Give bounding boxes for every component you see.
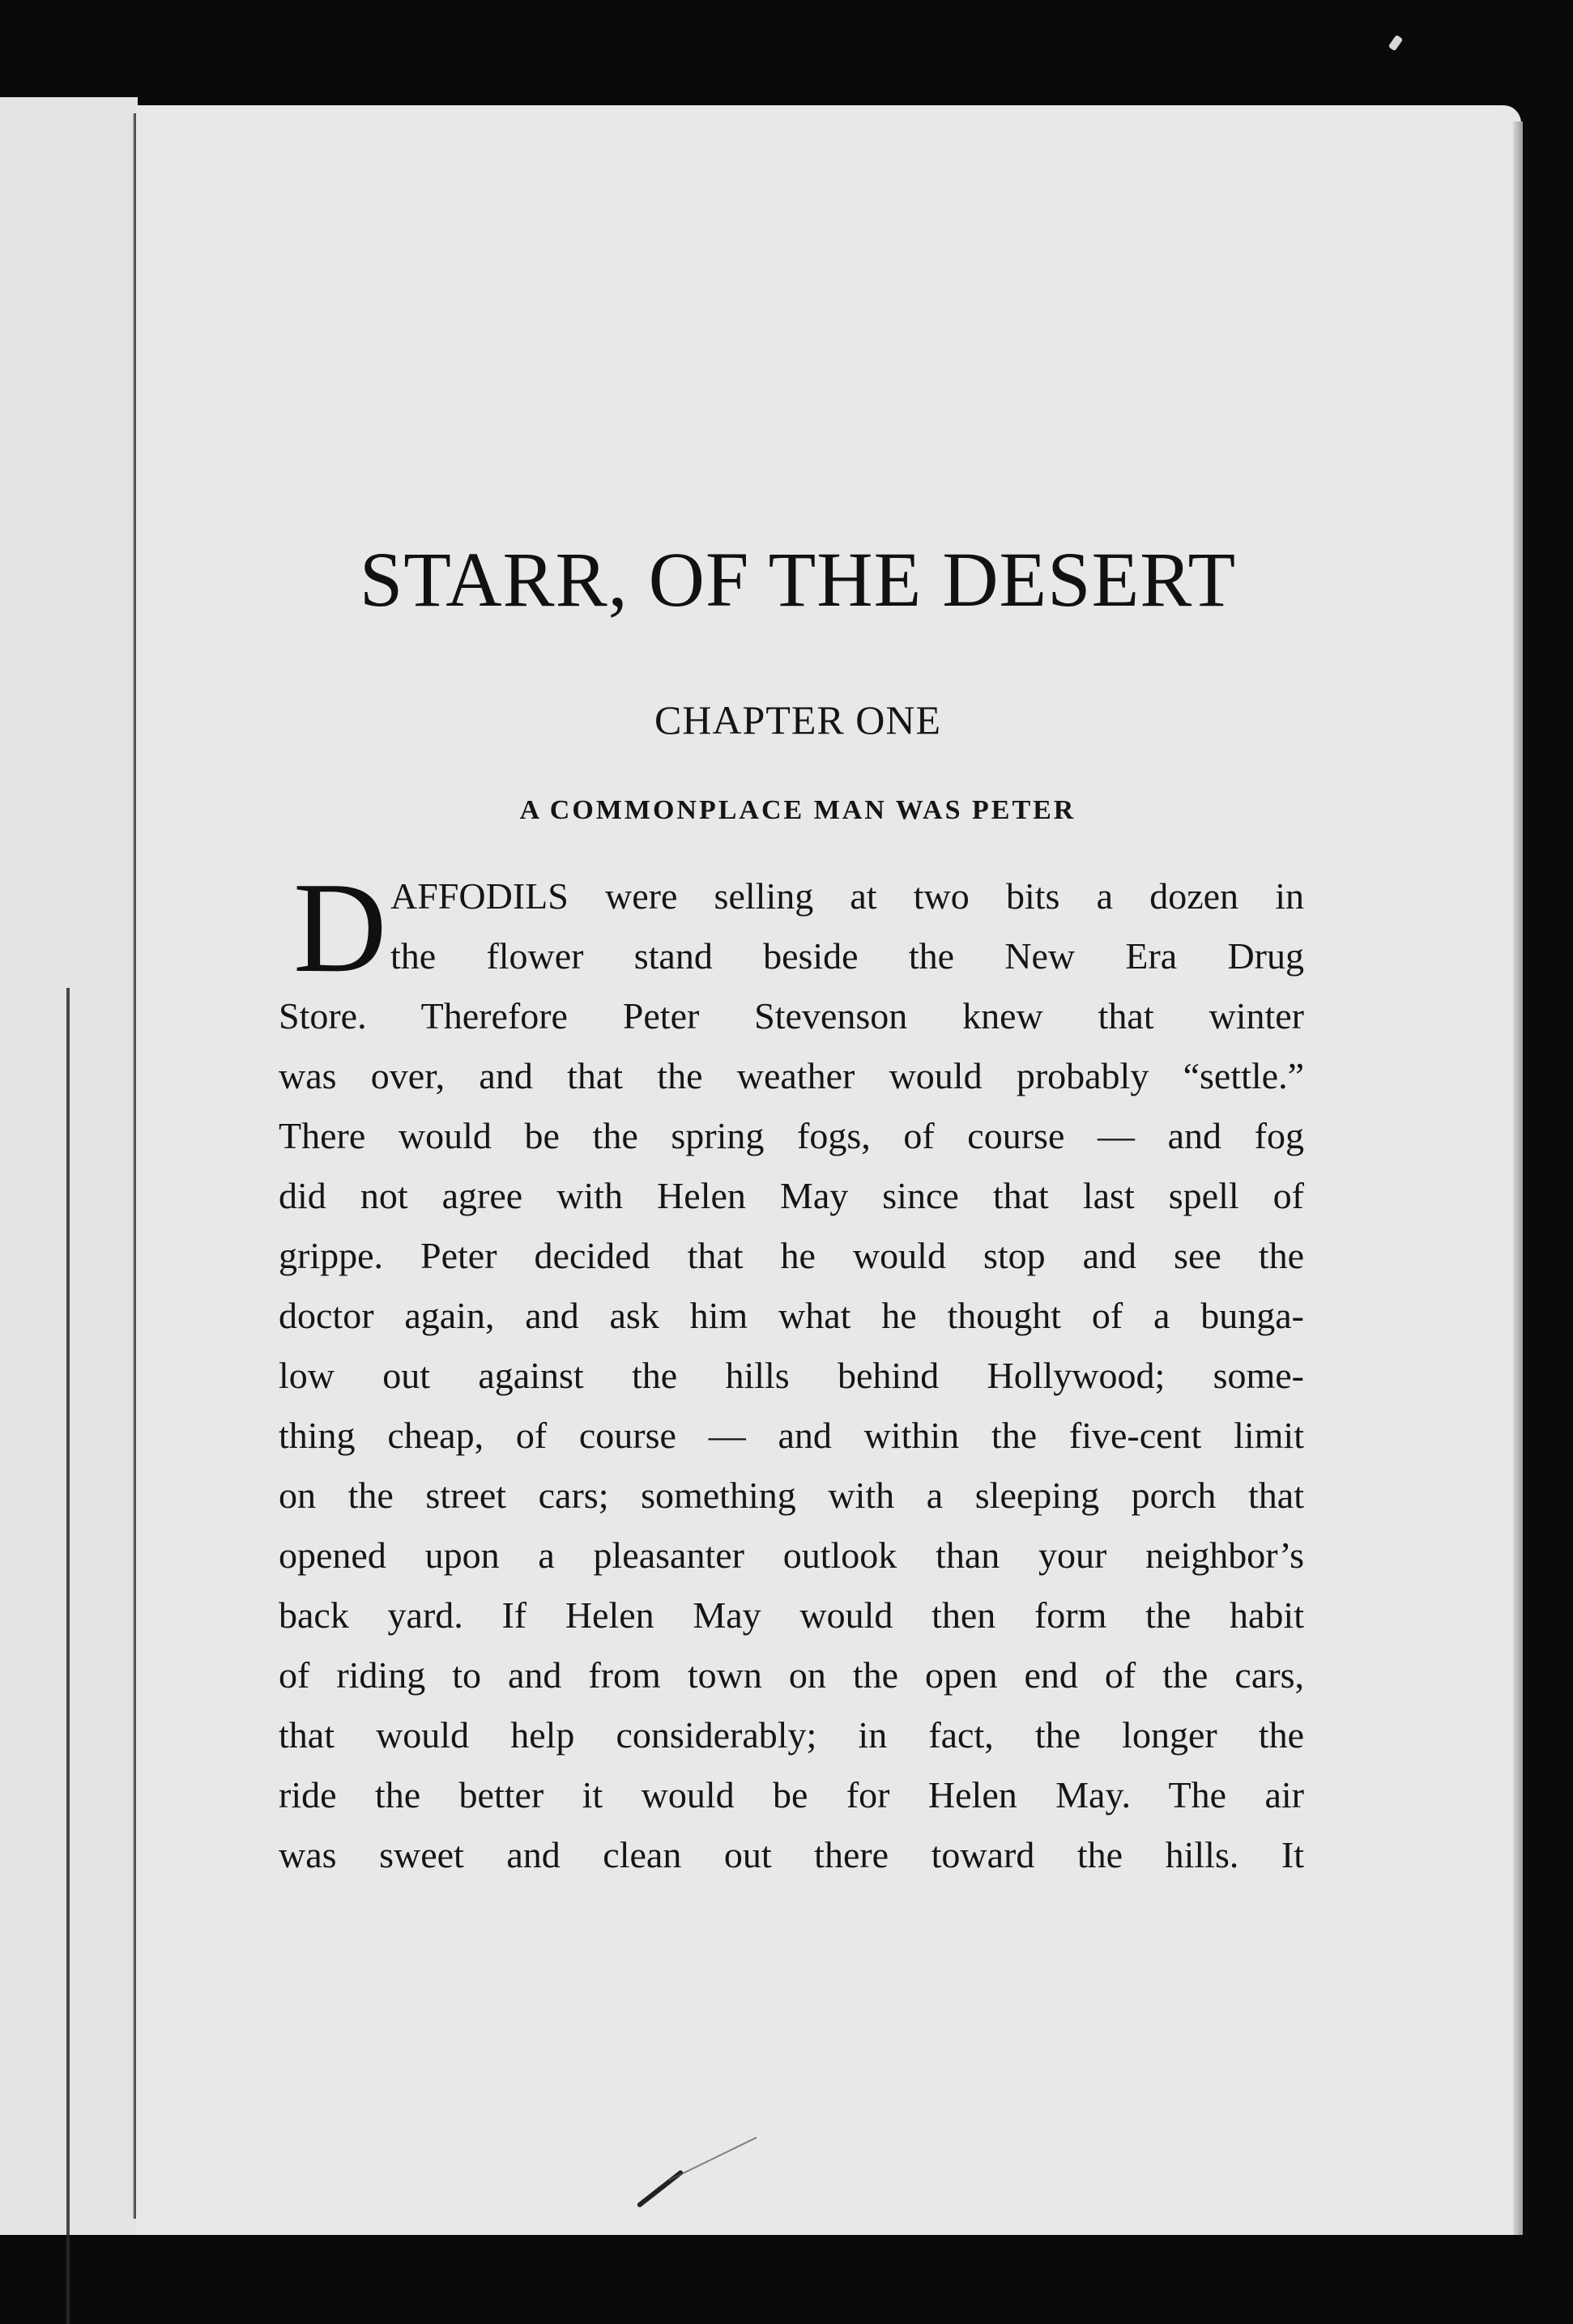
text-line: thing cheap, of course — and within the five-cent limit — [279, 1415, 1304, 1456]
book-title: STARR, OF THE DESERT — [359, 536, 1237, 623]
drop-cap: D — [293, 855, 387, 999]
text-line: on the street cars; something with a sleeping porch that — [279, 1475, 1304, 1516]
text-line: back yard. If Helen May would then form the habit — [279, 1594, 1304, 1636]
text-line: grippe. Peter decided that he would stop and see the — [279, 1235, 1304, 1276]
text-line: doctor again, and ask him what he thought of a bunga- — [279, 1295, 1304, 1336]
text-line: low out against the hills behind Hollywood; some- — [279, 1355, 1304, 1396]
scan-speck — [1388, 35, 1404, 51]
text-line: opened upon a pleasanter outlook than your neighbor’s — [279, 1534, 1304, 1576]
facing-page-edge — [0, 97, 138, 2235]
chapter-subtitle: A COMMONPLACE MAN WAS PETER — [519, 795, 1076, 825]
text-line: did not agree with Helen May since that last spell of — [279, 1175, 1304, 1216]
text-line: was over, and that the weather would probably “settle.” — [279, 1055, 1304, 1096]
text-line: Store. Therefore Peter Stevenson knew that winter — [279, 995, 1304, 1036]
text-line: was sweet and clean out there toward the hills. It — [279, 1834, 1304, 1875]
page-right-edge — [1513, 121, 1523, 2235]
text-line: There would be the spring fogs, of course — and fog — [279, 1115, 1304, 1156]
text-line: that would help considerably; in fact, the longer the — [279, 1714, 1304, 1756]
page-edge-shadow — [66, 988, 70, 2324]
text-line: ride the better it would be for Helen May. The air — [279, 1774, 1304, 1815]
text-line: of riding to and from town on the open end of the cars, — [279, 1654, 1304, 1696]
text-line: AFFODILS were selling at two bits a dozen in — [390, 875, 1304, 917]
chapter-body-text — [279, 855, 1304, 1885]
text-line: the flower stand beside the New Era Drug — [390, 935, 1304, 977]
chapter-heading: CHAPTER ONE — [654, 697, 942, 743]
